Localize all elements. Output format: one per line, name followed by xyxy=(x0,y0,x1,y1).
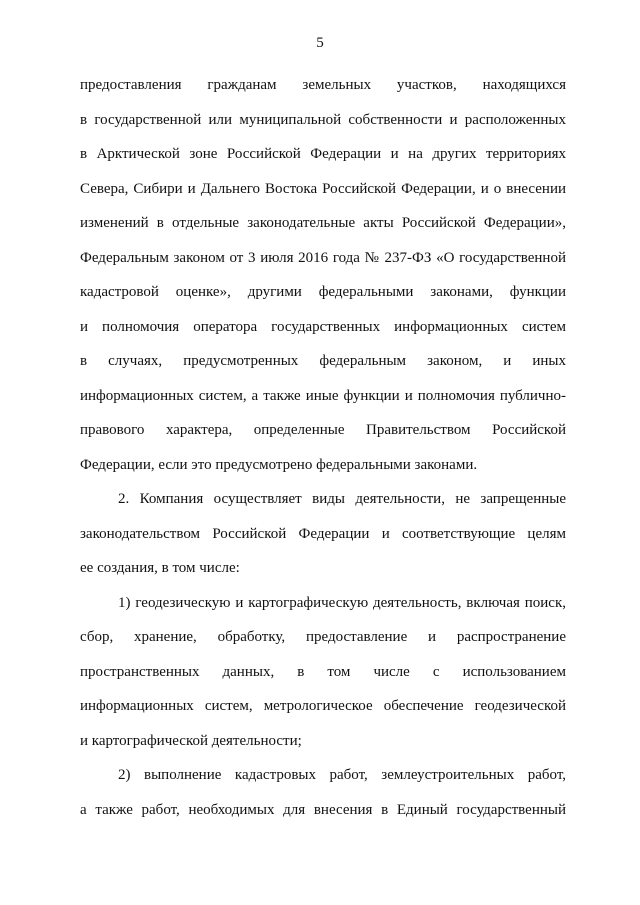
text-line: предоставления гражданам земельных участков, находящихся xyxy=(80,77,566,93)
text-line: Федеральным законом от 3 июля 2016 года № 237-ФЗ «О государственной xyxy=(80,249,566,266)
text-line: правового характера, определенные Правительством Российской xyxy=(80,422,566,438)
text-line: в случаях, предусмотренных федеральным законом, и иных xyxy=(80,353,566,369)
text-line: в Арктической зоне Российской Федерации и на других территориях xyxy=(80,146,566,162)
text-line: законодательством Российской Федерации и соответствующие целям xyxy=(80,525,566,542)
text-line: а также работ, необходимых для внесения в Единый государственный xyxy=(80,801,566,818)
text-line: Севера, Сибири и Дальнего Востока Российской Федерации, и о внесении xyxy=(80,180,566,197)
page-number: 5 xyxy=(316,35,324,51)
text-line: сбор, хранение, обработку, предоставление и распространение xyxy=(80,629,566,645)
text-line: 2. Компания осуществляет виды деятельности, не запрещенные xyxy=(118,491,566,507)
text-line: информационных систем, а также иные функции и полномочия публично- xyxy=(80,387,566,404)
text-line: кадастровой оценке», другими федеральными законами, функции xyxy=(80,284,566,300)
text-line: информационных систем, метрологическое обеспечение геодезической xyxy=(80,698,566,714)
text-line: 1) геодезическую и картографическую деятельность, включая поиск, xyxy=(118,594,566,611)
text-line: ее создания, в том числе: xyxy=(80,560,240,576)
document-body xyxy=(80,68,566,827)
text-line: Федерации, если это предусмотрено федеральными законами. xyxy=(80,456,478,473)
text-line: и картографической деятельности; xyxy=(80,732,302,749)
text-line: изменений в отдельные законодательные акты Российской Федерации», xyxy=(80,215,566,231)
text-line: и полномочия оператора государственных информационных систем xyxy=(80,318,566,335)
text-line: в государственной или муниципальной собственности и расположенных xyxy=(80,111,566,128)
text-line: 2) выполнение кадастровых работ, землеустроительных работ, xyxy=(118,767,566,783)
text-line: пространственных данных, в том числе с использованием xyxy=(80,663,566,680)
